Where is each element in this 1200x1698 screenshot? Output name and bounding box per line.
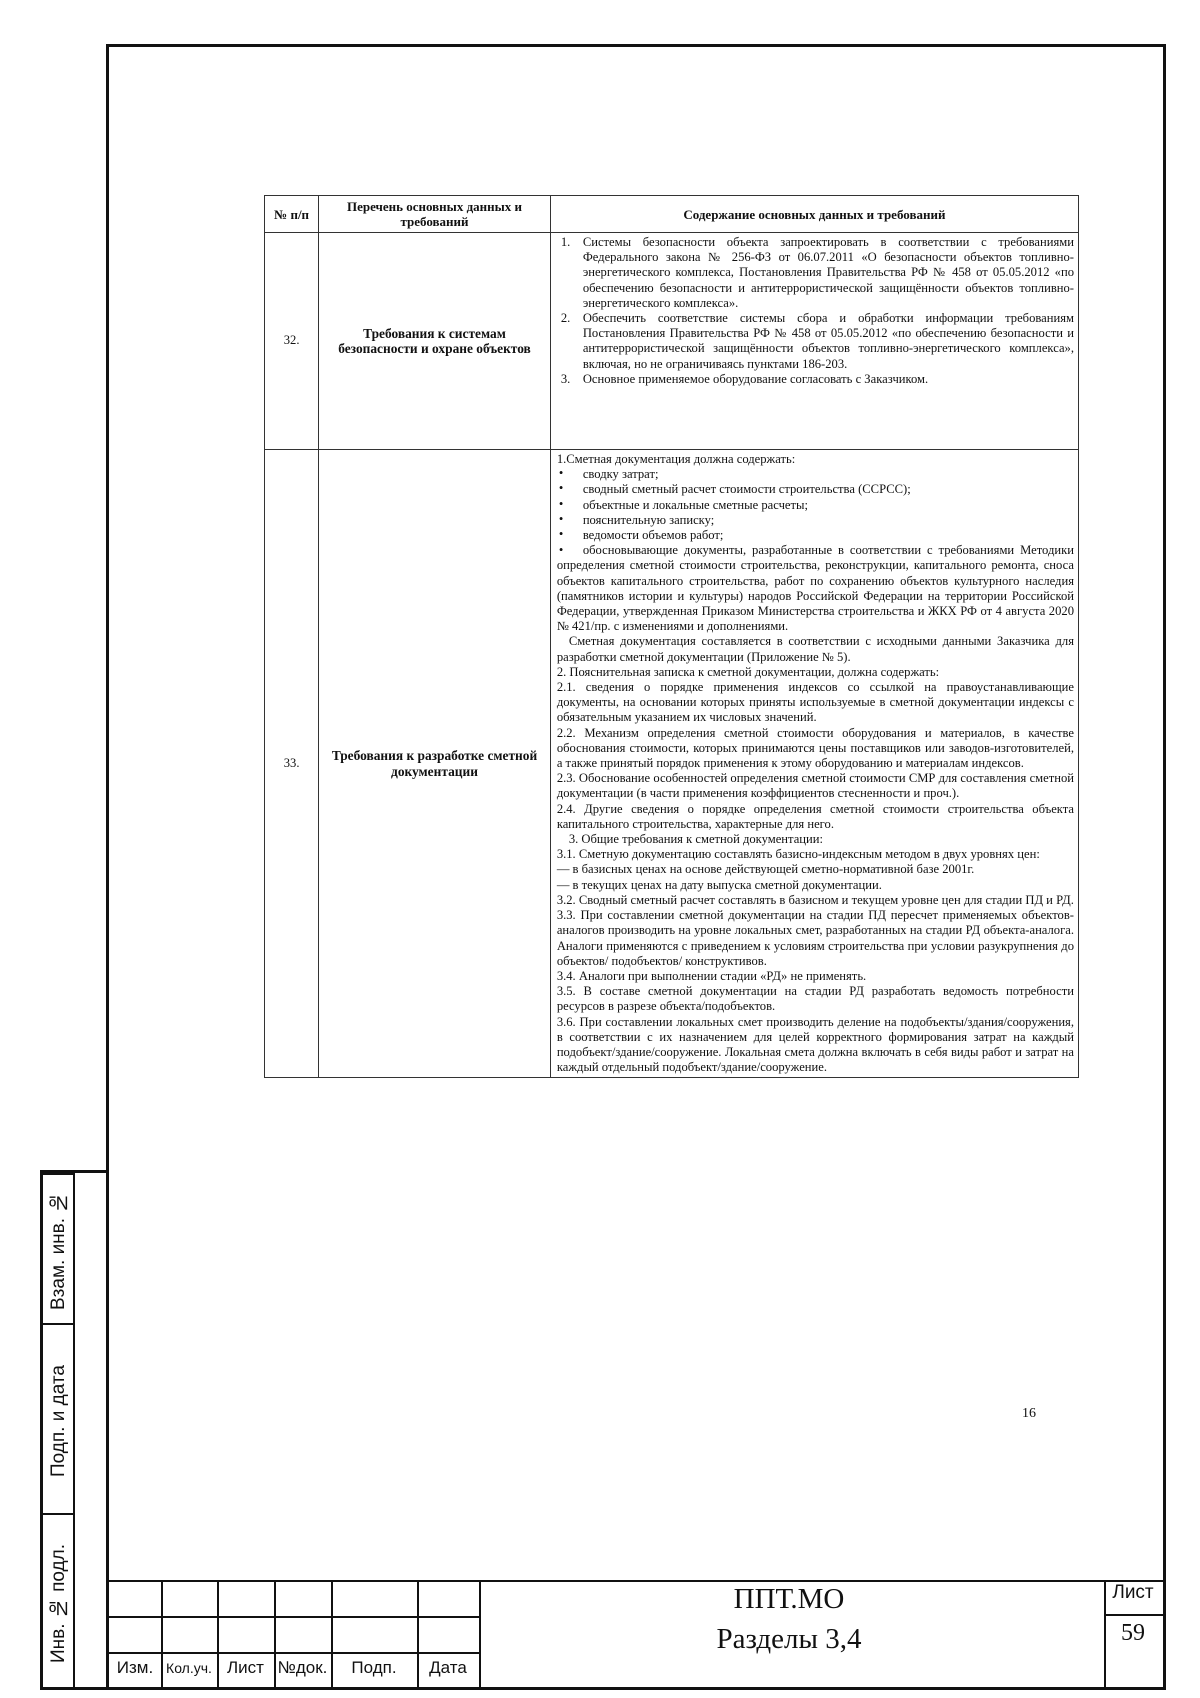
requirements-table	[264, 195, 1079, 1078]
table-row	[265, 450, 1079, 1078]
paragraph: 2.1. сведения о порядке применения индексов со ссылкой на правоустанавливающие документы, на основании которых приняты используемые в сметной документации индексы с обязательным указанием их числовых значений.	[556, 680, 1074, 725]
document-code: ППТ.МО	[733, 1583, 845, 1615]
paragraph: 3. Общие требования к сметной документации:	[568, 832, 824, 847]
row-32-name: Требования к системам безопасности и охране объектов	[319, 233, 551, 450]
paragraph: 2.4. Другие сведения о порядке определения сметной стоимости строительства объекта капитального строительства, характерные для него.	[556, 801, 1074, 831]
row-32-num: 32.	[265, 233, 319, 450]
row-33-bullets	[557, 467, 1074, 634]
row-32-content	[550, 233, 1078, 450]
paragraph: 3.3. При составлении сметной документации на стадии ПД пересчет применяемых объектов-аналогов производить на уровне локальных смет, разработанных на стадии РД объекта-аналога. Аналоги применяются с приведением к условиям строительства при условии разукрупнения до объектов/ подобъектов/ конструктивов.	[556, 908, 1074, 968]
paragraph: 3.5. В составе сметной документации на стадии РД разработать ведомость потребности ресурсов в разрезе объекта/подобъектов.	[556, 984, 1074, 1014]
sheet-label: Лист	[1112, 1582, 1154, 1603]
vzam-inv-label: Взам. инв. №	[48, 1191, 69, 1311]
tb-label-ndok: №док.	[277, 1658, 328, 1677]
title-block	[109, 1580, 1163, 1687]
paragraph: 3.1. Сметную документацию составлять базисно-индексным методом в двух уровнях цен:	[556, 847, 1040, 862]
list-item: • пояснительную записку;	[558, 511, 715, 527]
sheet-number: 59	[1121, 1620, 1145, 1646]
paragraph: 3.2. Сводный сметный расчет составлять в базисном и текущем уровне цен для стадии ПД и РД.	[556, 892, 1074, 907]
list-item: • объектные и локальные сметные расчеты;	[558, 496, 808, 512]
row-33-name: Требования к разработке сметной документации	[319, 450, 551, 1078]
header-num: № п/п	[265, 196, 319, 233]
tb-label-podp: Подп.	[351, 1658, 397, 1677]
paragraph: 3.4. Аналоги при выполнении стадии «РД» не применять.	[556, 968, 867, 983]
table-row	[265, 233, 1079, 450]
inv-podl-label: Инв. № подл.	[48, 1544, 69, 1663]
paragraph: — в базисных ценах на основе действующей сметно-нормативной базе 2001г.	[556, 862, 975, 877]
tb-label-list: Лист	[227, 1658, 264, 1677]
row-33-intro: 1.Сметная документация должна содержать:	[556, 452, 796, 466]
paragraph: 2. Пояснительная записка к сметной документации, должна содержать:	[556, 664, 940, 679]
row-33-num: 33.	[265, 450, 319, 1078]
row-32-list	[557, 235, 1074, 387]
paragraph: 2.2. Механизм определения сметной стоимости оборудования и материалов, в качестве обоснования стоимости, которых принимаются цены поставщиков или заводов-изготовителей, а также принятый порядок применения к этому оборудованию и материалам индексов.	[556, 725, 1074, 771]
tb-label-data: Дата	[429, 1658, 467, 1677]
header-content: Содержание основных данных и требований	[550, 196, 1078, 233]
list-item: 1. Системы безопасности объекта запроектировать в соответствии с требованиями Федерального закона № 256-ФЗ от 06.07.2011 «О безопасности объектов топливно-энергетического комплекса, Постановления Правительства РФ № 458 от 05.05.2012 «по обеспечению безопасности и антитеррористической защищённости объектов топливно-энергетического комплекса».	[560, 235, 1074, 310]
list-item: • сводку затрат;	[558, 466, 659, 482]
paragraph: 2.3. Обоснование особенностей определения сметной стоимости СМР для составления сметной документации (в части применения коэффициентов стесненности и проч.).	[556, 771, 1074, 801]
paragraph: Сметная документация составляется в соответствии с исходными данными Заказчика для разработки сметной документации (Приложение № 5).	[556, 634, 1074, 664]
table-header-row	[265, 196, 1079, 233]
page-number: 16	[1022, 1406, 1036, 1421]
list-item: 3. Основное применяемое оборудование согласовать с Заказчиком.	[560, 371, 929, 386]
header-name: Перечень основных данных и требований	[319, 196, 551, 233]
tb-label-kol-uch: Кол.уч.	[166, 1660, 212, 1676]
paragraph: — в текущих ценах на дату выпуска сметной документации.	[556, 877, 882, 892]
row-33-content	[550, 450, 1078, 1078]
paragraph: 3.6. При составлении локальных смет производить деление на подобъекты/здания/сооружения, в соответствии с их назначением для целей корректного формирования затрат на каждый подобъект/здание/сооружение. Локальная смета должна включать в себя виды работ и затрат на каждый отдельный подобъект/здание/сооружение.	[556, 1014, 1074, 1075]
list-item: 2. Обеспечить соответствие системы сбора и обработки информации требованиям Постановления Правительства РФ № 458 от 05.05.2012 «по обеспечению безопасности и антитеррористической защищённости объектов топливно-энергетического комплекса», включая, но не ограничиваясь пунктами 186-203.	[560, 311, 1074, 371]
podp-data-label: Подп. и дата	[48, 1365, 69, 1477]
tb-label-izm: Изм.	[116, 1658, 154, 1677]
document-section: Разделы 3,4	[716, 1623, 862, 1655]
list-item: • ведомости объемов работ;	[558, 527, 724, 543]
list-item: • сводный сметный расчет стоимости строительства (ССРСС);	[558, 481, 911, 497]
left-stamp	[40, 1170, 106, 1690]
list-item: • обосновывающие документы, разработанные в соответствии с требованиями Методики определения сметной стоимости строительства, реконструкции, капитального ремонта, сноса объектов капитального строительства, работ по сохранению объектов культурного наследия (памятников истории и культуры) народов Российской Федерации на территории Российской Федерации, утвержденная Приказом Министерства строительства и ЖКХ РФ от 4 августа 2020 № 421/пр. с изменениями и дополнениями.	[556, 543, 1074, 634]
